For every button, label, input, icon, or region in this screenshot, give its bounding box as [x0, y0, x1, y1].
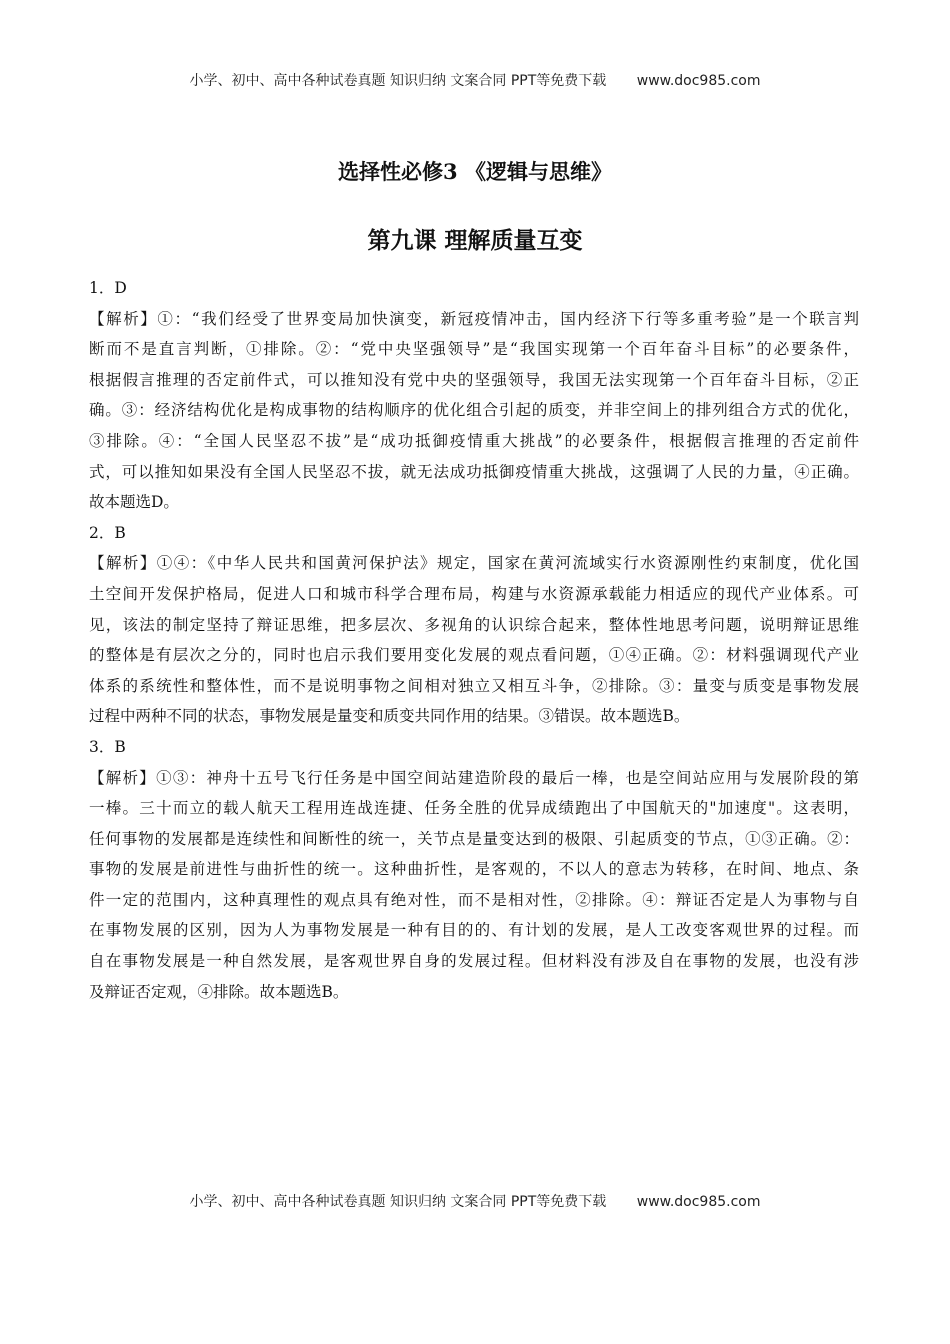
- explanation-line: ③排除。④：“全国人民坚忍不拔”是“成功抵御疫情重大挑战”的必要条件，根据假言推理的否定前件: [89, 431, 859, 450]
- explanation-line: 【解析】①③：神舟十五号飞行任务是中国空间站建造阶段的最后一棒，也是空间站应用与发展阶段的第: [89, 768, 859, 787]
- explanation-line: 根据假言推理的否定前件式，可以推知没有党中央的坚强领导，我国无法实现第一个百年奋斗目标，②正: [89, 370, 859, 389]
- explanation-line: 及辩证否定观，④排除。故本题选B。: [89, 982, 349, 1001]
- explanation-line: 式，可以推知如果没有全国人民坚忍不拔，就无法成功抵御疫情重大挑战，这强调了人民的力量，④正确。: [89, 462, 859, 481]
- explanation-line: 事物的发展是前进性与曲折性的统一。这种曲折性，是客观的，不以人的意志为转移，在时间、地点、条: [89, 860, 859, 879]
- explanation-line: 在事物发展的区别，因为人为事物发展是一种有目的的、有计划的发展，是人工改变客观世界的过程。而: [89, 921, 859, 940]
- footer-site-link[interactable]: www.doc985.com: [636, 1194, 761, 1210]
- answer-number: 2．B: [89, 523, 126, 542]
- document-title: 选择性必修3 《逻辑与思维》: [338, 159, 612, 184]
- explanation-line: 任何事物的发展都是连续性和间断性的统一，关节点是量变达到的极限、引起质变的节点，①③正确。②：: [89, 829, 859, 848]
- explanation-line: 土空间开发保护格局，促进人口和城市科学合理布局，构建与水资源承载能力相适应的现代产业体系。可: [89, 584, 859, 603]
- explanation-line: 见，该法的制定坚持了辩证思维，把多层次、多视角的认识综合起来，整体性地思考问题，说明辩证思维: [89, 615, 859, 634]
- answer-number: 3．B: [89, 737, 126, 756]
- explanation-line: 确。③：经济结构优化是构成事物的结构顺序的优化组合引起的质变，并非空间上的排列组合方式的优化，: [89, 401, 859, 420]
- explanation-line: 过程中两种不同的状态，事物发展是量变和质变共同作用的结果。③错误。故本题选B。: [89, 707, 690, 726]
- explanation-line: 自在事物发展是一种自然发展，是客观世界自身的发展过程。但材料没有涉及自在事物的发展，也没有涉: [89, 952, 859, 971]
- explanation-line: 故本题选D。: [89, 493, 179, 512]
- answer-item: [89, 273, 859, 518]
- answer-item: [89, 732, 859, 1007]
- answer-number: 1．D: [89, 279, 127, 297]
- explanation-line: 断而不是直言判断，①排除。②：“党中央坚强领导”是“我国实现第一个百年奋斗目标”的必要条件，: [89, 340, 859, 359]
- page-header: [0, 70, 950, 90]
- header-text: 小学、初中、高中各种试卷真题 知识归纳 文案合同 PPT等免费下载: [189, 73, 607, 89]
- header-site-link[interactable]: www.doc985.com: [636, 73, 761, 89]
- explanation-line: 【解析】①④：《中华人民共和国黄河保护法》规定，国家在黄河流域实行水资源刚性约束制度，优化国: [89, 554, 859, 573]
- page-footer: [0, 1191, 950, 1211]
- answer-content: [89, 273, 859, 1007]
- footer-text: 小学、初中、高中各种试卷真题 知识归纳 文案合同 PPT等免费下载: [189, 1194, 607, 1210]
- explanation-line: 体系的系统性和整体性，而不是说明事物之间相对独立又相互斗争，②排除。③：量变与质变是事物发展: [89, 676, 859, 695]
- answer-item: [89, 518, 859, 732]
- explanation-line: 件一定的范围内，这种真理性的观点具有绝对性，而不是相对性，②排除。④：辩证否定是人为事物与自: [89, 890, 859, 909]
- explanation-line: 一棒。三十而立的载人航天工程用连战连捷、任务全胜的优异成绩跑出了中国航天的"加速度"。这表明，: [89, 799, 859, 818]
- explanation-line: 【解析】①：“我们经受了世界变局加快演变，新冠疫情冲击，国内经济下行等多重考验”是一个联言判: [89, 309, 859, 328]
- lesson-title: 第九课 理解质量互变: [367, 227, 583, 254]
- explanation-line: 的整体是有层次之分的，同时也启示我们要用变化发展的观点看问题，①④正确。②：材料强调现代产业: [89, 646, 859, 665]
